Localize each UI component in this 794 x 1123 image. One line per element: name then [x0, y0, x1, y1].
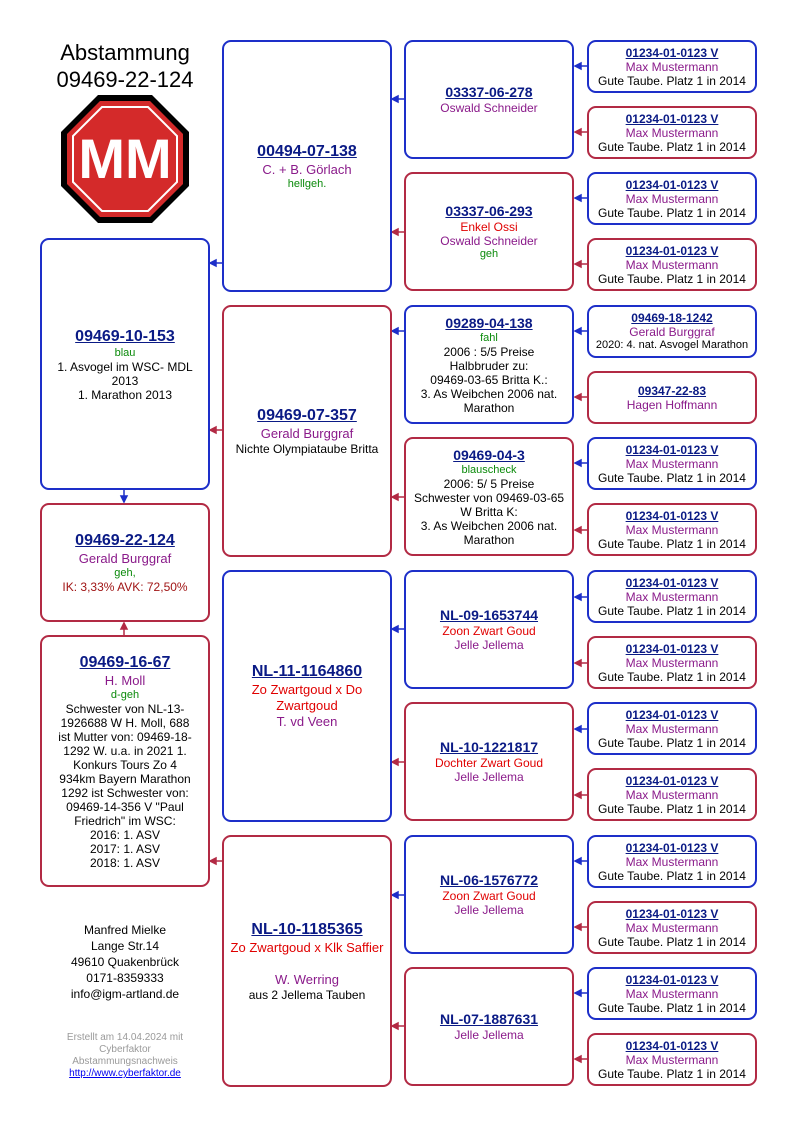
gen4-ring-3[interactable]: 01234-01-0123 V: [625, 177, 719, 192]
gen4-owner-8: Max Mustermann: [625, 522, 719, 537]
gen4-card-12[interactable]: [587, 768, 757, 821]
gen4-card-14[interactable]: [587, 901, 757, 954]
gen2-card-2[interactable]: [222, 305, 392, 557]
gen3-name-6: Dochter Zwart Goud: [434, 756, 544, 770]
gen3-owner-7: Jelle Jellema: [454, 903, 524, 917]
gen3-name-2: Enkel Ossi: [460, 219, 518, 234]
dam-result-2: 2017: 1. ASV: [89, 842, 161, 856]
gen3-note-4c: 3. As Weibchen 2006 nat. Marathon: [420, 518, 558, 547]
gen2-desc-3: Zo Zwartgoud x Do Zwartgoud: [251, 682, 363, 713]
gen4-ring-2[interactable]: 01234-01-0123 V: [625, 111, 719, 126]
gen3-owner-6: Jelle Jellema: [454, 770, 524, 784]
dam-owner: H. Moll: [104, 673, 146, 688]
gen3-ring-4[interactable]: 09469-04-3: [453, 446, 525, 463]
gen3-note-3b: Halbbruder zu:: [449, 358, 529, 373]
gen2-card-3[interactable]: [222, 570, 392, 822]
gen4-ring-7[interactable]: 01234-01-0123 V: [625, 442, 719, 457]
dam-card[interactable]: [40, 635, 210, 887]
breeder-street: Lange Str.14: [90, 939, 160, 953]
gen2-card-1[interactable]: [222, 40, 392, 292]
gen2-owner-4: W. Werring: [274, 972, 340, 987]
gen3-color-3: fahl: [480, 331, 498, 344]
gen3-ring-7[interactable]: NL-06-1576772: [439, 872, 539, 888]
gen3-card-2[interactable]: [404, 172, 574, 291]
gen4-ring-14[interactable]: 01234-01-0123 V: [625, 906, 719, 921]
gen4-owner-3: Max Mustermann: [625, 191, 719, 206]
gen2-color-1: hellgeh.: [287, 177, 327, 190]
logo-text: MM: [78, 127, 172, 190]
gen4-ring-16[interactable]: 01234-01-0123 V: [625, 1038, 719, 1053]
credit-line-2: Cyberfaktor: [99, 1044, 151, 1055]
gen4-card-3[interactable]: [587, 172, 757, 225]
gen4-ring-8[interactable]: 01234-01-0123 V: [625, 508, 719, 523]
gen4-owner-15: Max Mustermann: [625, 986, 719, 1001]
gen4-card-7[interactable]: [587, 437, 757, 490]
gen2-ring-2[interactable]: 09469-07-357: [257, 407, 357, 424]
gen4-card-8[interactable]: [587, 503, 757, 556]
gen4-ring-1[interactable]: 01234-01-0123 V: [625, 45, 719, 60]
sire-note-1: 1. Asvogel im WSC- MDL 2013: [57, 359, 193, 388]
gen4-card-5[interactable]: [587, 305, 757, 358]
gen4-card-11[interactable]: [587, 702, 757, 755]
subject-owner: Gerald Burggraf: [78, 551, 172, 566]
gen3-ring-3[interactable]: 09289-04-138: [445, 314, 533, 331]
sire-color: blau: [114, 346, 136, 359]
gen4-card-15[interactable]: [587, 967, 757, 1020]
gen4-card-13[interactable]: [587, 835, 757, 888]
credit-link[interactable]: http://www.cyberfaktor.de: [69, 1068, 181, 1079]
gen2-owner-3: T. vd Veen: [276, 714, 338, 729]
dam-ring[interactable]: 09469-16-67: [79, 654, 171, 671]
credit-line-1: Erstellt am 14.04.2024 mit: [66, 1032, 184, 1043]
gen3-card-7[interactable]: [404, 835, 574, 954]
gen4-owner-16: Max Mustermann: [625, 1052, 719, 1067]
gen4-note-13: Gute Taube. Platz 1 in 2014: [598, 868, 746, 883]
dam-notes: Schwester von NL-13-1926688 W H. Moll, 688 ist Mutter von: 09469-18-1292 W. u.a. in 2021 1. Konkurs Tours Zo 4 934km Bayern Marathon 1292 ist Schwester von: 09469-14-356 V "Paul Friedrich" im WSC:: [58, 702, 192, 828]
gen3-note-3a: 2006 : 5/5 Preise: [443, 344, 535, 359]
gen4-note-4: Gute Taube. Platz 1 in 2014: [598, 271, 746, 286]
gen4-note-16: Gute Taube. Platz 1 in 2014: [598, 1066, 746, 1081]
gen4-note-11: Gute Taube. Platz 1 in 2014: [598, 735, 746, 750]
gen4-note-12: Gute Taube. Platz 1 in 2014: [598, 801, 746, 816]
gen4-ring-12[interactable]: 01234-01-0123 V: [625, 773, 719, 788]
gen3-card-6[interactable]: [404, 702, 574, 821]
gen4-owner-2: Max Mustermann: [625, 125, 719, 140]
gen2-ring-4[interactable]: NL-10-1185365: [251, 921, 363, 938]
breeder-email: info@igm-artland.de: [70, 987, 180, 1001]
dam-result-1: 2016: 1. ASV: [89, 828, 161, 842]
gen4-owner-7: Max Mustermann: [625, 456, 719, 471]
gen4-card-16[interactable]: [587, 1033, 757, 1086]
breeder-name: Manfred Mielke: [83, 923, 167, 937]
gen4-note-3: Gute Taube. Platz 1 in 2014: [598, 205, 746, 220]
sire-card[interactable]: [40, 238, 210, 490]
gen4-note-5: 2020: 4. nat. Asvogel Marathon: [595, 339, 749, 351]
breeder-address: [40, 922, 210, 1002]
gen4-card-9[interactable]: [587, 570, 757, 623]
gen4-owner-4: Max Mustermann: [625, 257, 719, 272]
gen4-card-6[interactable]: [587, 371, 757, 424]
gen4-card-10[interactable]: [587, 636, 757, 689]
gen4-owner-10: Max Mustermann: [625, 655, 719, 670]
gen4-note-2: Gute Taube. Platz 1 in 2014: [598, 139, 746, 154]
gen4-owner-14: Max Mustermann: [625, 920, 719, 935]
subject-color: geh,: [114, 567, 136, 579]
dam-color: d-geh: [110, 689, 140, 701]
gen3-ring-5[interactable]: NL-09-1653744: [439, 607, 539, 623]
gen4-ring-11[interactable]: 01234-01-0123 V: [625, 707, 719, 722]
gen4-ring-4[interactable]: 01234-01-0123 V: [625, 243, 719, 258]
gen4-card-1[interactable]: [587, 40, 757, 93]
gen3-color-2: geh: [479, 247, 499, 260]
gen4-owner-11: Max Mustermann: [625, 721, 719, 736]
gen3-note-3d: 3. As Weibchen 2006 nat. Marathon: [420, 386, 558, 415]
subject-ring-title: 09469-22-124: [56, 67, 194, 92]
gen3-card-3[interactable]: [404, 305, 574, 424]
gen2-desc-4: Zo Zwartgoud x Klk Saffier: [230, 940, 384, 955]
gen3-name-5: Zoon Zwart Goud: [442, 624, 536, 638]
gen4-note-7: Gute Taube. Platz 1 in 2014: [598, 470, 746, 485]
gen4-owner-1: Max Mustermann: [625, 59, 719, 74]
gen3-note-4a: 2006: 5/ 5 Preise: [443, 476, 535, 491]
gen4-ring-15[interactable]: 01234-01-0123 V: [625, 972, 719, 987]
gen2-ring-3[interactable]: NL-11-1164860: [251, 663, 363, 680]
gen2-ring-1[interactable]: 00494-07-138: [257, 142, 357, 160]
dam-result-3: 2018: 1. ASV: [89, 856, 161, 870]
gen4-card-2[interactable]: [587, 106, 757, 159]
gen4-owner-13: Max Mustermann: [625, 854, 719, 869]
subject-inbreeding: IK: 3,33% AVK: 72,50%: [62, 580, 188, 594]
subject-ring[interactable]: 09469-22-124: [75, 532, 175, 549]
gen3-card-4[interactable]: [404, 437, 574, 556]
gen3-owner-2: Oswald Schneider: [440, 233, 538, 248]
gen2-card-4[interactable]: [222, 835, 392, 1087]
gen4-owner-6: Hagen Hoffmann: [626, 397, 718, 412]
gen2-owner-1: C. + B. Görlach: [262, 161, 352, 177]
gen4-ring-13[interactable]: 01234-01-0123 V: [625, 840, 719, 855]
gen3-ring-8[interactable]: NL-07-1887631: [439, 1011, 539, 1027]
gen4-ring-9[interactable]: 01234-01-0123 V: [625, 575, 719, 590]
gen4-ring-10[interactable]: 01234-01-0123 V: [625, 641, 719, 656]
gen3-name-7: Zoon Zwart Goud: [442, 889, 536, 903]
gen2-owner-2: Gerald Burggraf: [260, 426, 354, 441]
breeder-phone: 0171-8359333: [86, 971, 164, 985]
gen3-card-1[interactable]: [404, 40, 574, 159]
gen4-ring-5[interactable]: 09469-18-1242: [631, 311, 713, 325]
credit-line-3: Abstammungsnachweis: [72, 1056, 178, 1067]
gen3-note-3c: 09469-03-65 Britta K.:: [430, 372, 548, 387]
gen3-owner-8: Jelle Jellema: [454, 1028, 524, 1042]
credit-footer: [40, 1032, 210, 1080]
gen3-card-8[interactable]: [404, 967, 574, 1086]
gen3-color-4: blauscheck: [461, 463, 517, 476]
gen3-note-4b: Schwester von 09469-03-65 W Britta K:: [413, 490, 565, 519]
gen4-owner-9: Max Mustermann: [625, 589, 719, 604]
gen4-note-10: Gute Taube. Platz 1 in 2014: [598, 669, 746, 684]
gen2-note-4: aus 2 Jellema Tauben: [248, 988, 366, 1002]
gen4-note-8: Gute Taube. Platz 1 in 2014: [598, 536, 746, 551]
gen2-note-2: Nichte Olympiataube Britta: [235, 442, 379, 456]
page-title: Abstammung: [60, 40, 190, 65]
gen4-owner-5: Gerald Burggraf: [629, 325, 715, 339]
gen3-ring-2[interactable]: 03337-06-293: [445, 202, 533, 219]
subject-card[interactable]: [40, 503, 210, 622]
gen4-note-15: Gute Taube. Platz 1 in 2014: [598, 1000, 746, 1015]
gen3-owner-1: Oswald Schneider: [440, 101, 538, 115]
breeder-city: 49610 Quakenbrück: [70, 955, 180, 969]
gen3-ring-6[interactable]: NL-10-1221817: [439, 739, 539, 755]
sire-ring[interactable]: 09469-10-153: [75, 327, 175, 345]
gen4-owner-12: Max Mustermann: [625, 787, 719, 802]
gen4-card-4[interactable]: [587, 238, 757, 291]
sire-note-2: 1. Marathon 2013: [77, 387, 173, 402]
gen3-ring-1[interactable]: 03337-06-278: [445, 84, 533, 100]
gen3-card-5[interactable]: [404, 570, 574, 689]
gen4-note-9: Gute Taube. Platz 1 in 2014: [598, 603, 746, 618]
gen4-ring-6[interactable]: 09347-22-83: [637, 383, 707, 398]
gen4-note-14: Gute Taube. Platz 1 in 2014: [598, 934, 746, 949]
gen3-owner-5: Jelle Jellema: [454, 638, 524, 652]
gen4-note-1: Gute Taube. Platz 1 in 2014: [598, 73, 746, 88]
